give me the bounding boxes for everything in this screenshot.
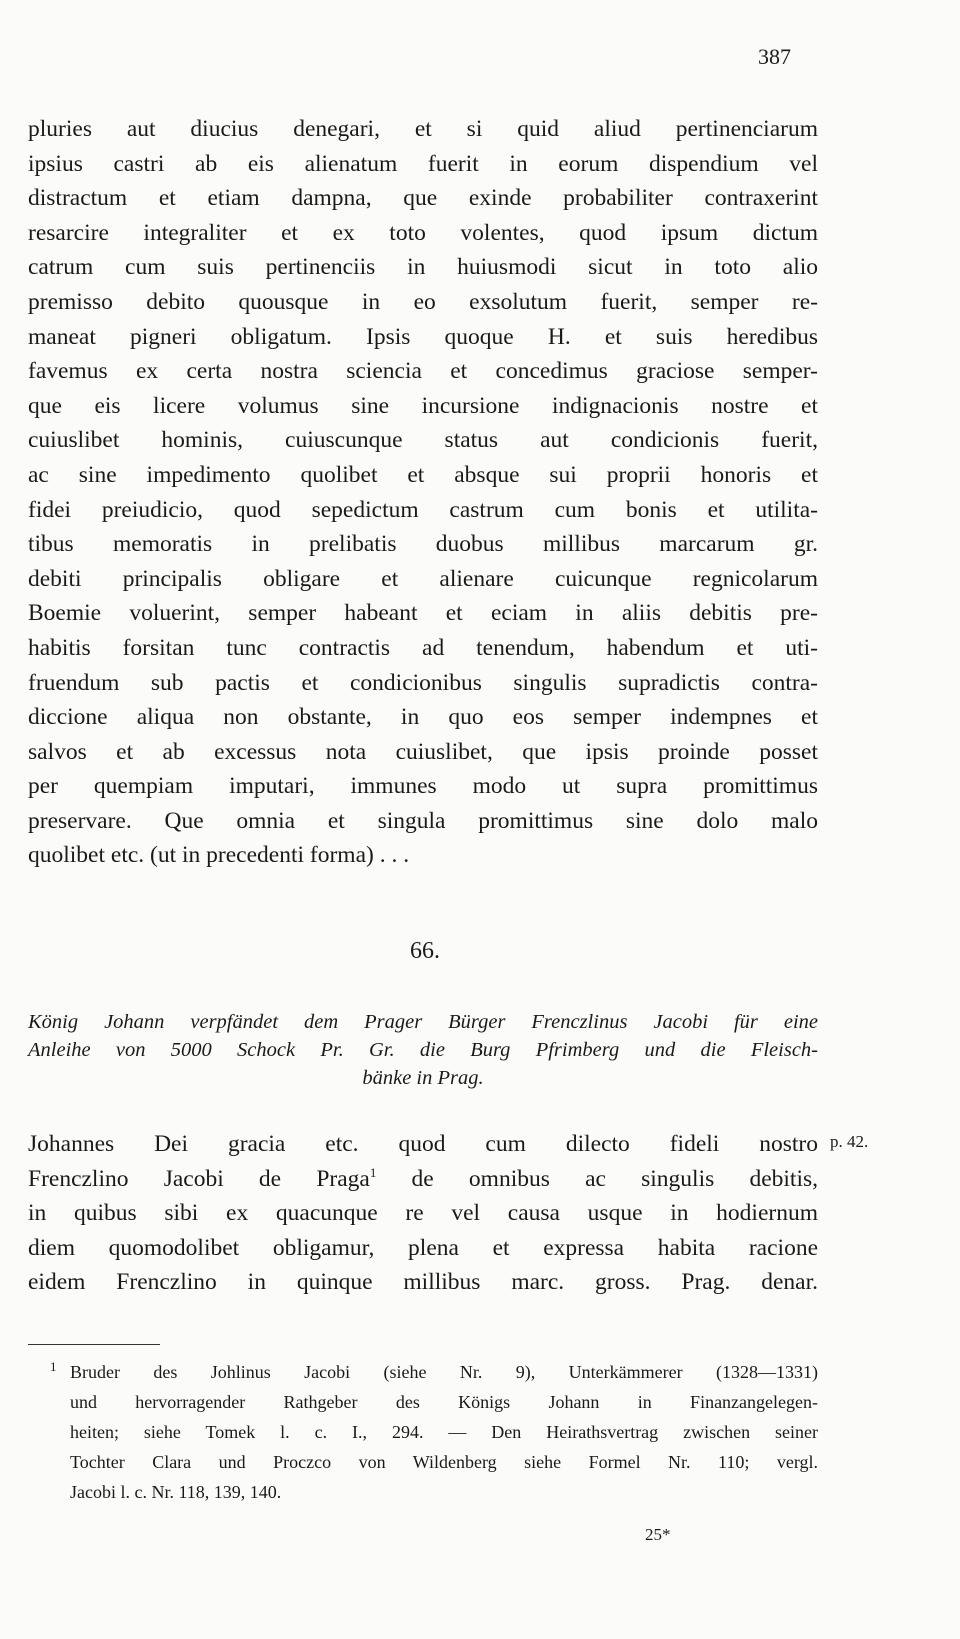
body-line: fruendum sub pactis et condicionibus singulis supradictis contra- xyxy=(28,669,818,696)
body-line: premisso debito quousque in eo exsolutum fuerit, semper re- xyxy=(28,288,818,315)
document-line-start: Frenczlino Jacobi de Praga xyxy=(28,1165,370,1192)
document-line xyxy=(28,1162,818,1197)
footnote-reference: 1 xyxy=(369,1164,377,1180)
body-line: favemus ex certa nostra sciencia et concedimus graciose semper- xyxy=(28,358,818,385)
body-line: habitis forsitan tunc contractis ad tenendum, habendum et uti- xyxy=(28,634,818,661)
summary-line: Anleihe von 5000 Schock Pr. Gr. die Burg Pfrimberg und die Fleisch- xyxy=(28,1039,818,1061)
body-line: cuiuslibet hominis, cuiuscunque status aut condicionis fuerit, xyxy=(28,427,818,454)
body-line: que eis licere volumus sine incursione indignacionis nostre et xyxy=(28,392,818,419)
body-line: diccione aliqua non obstante, in quo eos semper indempnes et xyxy=(28,704,818,731)
footnote-line: heiten; siehe Tomek l. c. I., 294. — Den Heirathsvertrag zwischen seiner xyxy=(70,1422,818,1442)
document-line: in quibus sibi ex quacunque re vel causa usque in hodiernum xyxy=(28,1200,818,1227)
body-line: distractum et etiam dampna, que exinde probabiliter contraxerint xyxy=(28,185,818,212)
body-line: quolibet etc. (ut in precedenti forma) . . . xyxy=(28,842,410,869)
body-line: Boemie voluerint, semper habeant et eciam in aliis debitis pre- xyxy=(28,600,818,627)
body-line: fidei preiudicio, quod sepedictum castrum cum bonis et utilita- xyxy=(28,496,818,523)
footnote-line: Jacobi l. c. Nr. 118, 139, 140. xyxy=(70,1482,282,1502)
summary-line: bänke in Prag. xyxy=(362,1067,484,1089)
document-line-rest: de omnibus ac singulis debitis, xyxy=(376,1165,818,1192)
body-line: debiti principalis obligare et alienare cuicunque regnicolarum xyxy=(28,565,818,592)
document-line: Johannes Dei gracia etc. quod cum dilecto fideli nostro xyxy=(28,1131,818,1157)
body-text xyxy=(28,112,818,873)
footnote-line: und hervorragender Rathgeber des Königs Johann in Finanzangelegen- xyxy=(70,1392,818,1412)
margin-reference: p. 42. xyxy=(830,1132,869,1151)
summary-line: König Johann verpfändet dem Prager Bürger Frenczlinus Jacobi für eine xyxy=(28,1011,818,1033)
body-line: pluries aut diucius denegari, et si quid aliud pertinenciarum xyxy=(28,116,818,142)
footnote-line: Tochter Clara und Proczco von Wildenberg siehe Formel Nr. 110; vergl. xyxy=(70,1452,818,1472)
body-line: resarcire integraliter et ex toto volentes, quod ipsum dictum xyxy=(28,219,818,246)
body-line: tibus memoratis in prelibatis duobus millibus marcarum gr. xyxy=(28,531,818,558)
footnote-line: $^1$ Bruder des Johlinus Jacobi (siehe Nr. 9), Unterkämmerer (1328—1331) xyxy=(50,1359,818,1382)
document-summary xyxy=(28,1008,818,1092)
footnote-text: Bruder des Johlinus Jacobi (siehe Nr. 9), Unterkämmerer (1328—1331) xyxy=(70,1362,818,1382)
body-line: ac sine impedimento quolibet et absque sui proprii honoris et xyxy=(28,461,818,488)
body-line: ipsius castri ab eis alienatum fuerit in eorum dispendium vel xyxy=(28,150,818,177)
body-line: maneat pigneri obligatum. Ipsis quoque H. et suis heredibus xyxy=(28,323,818,350)
document-line: diem quomodolibet obligamur, plena et expressa habita racione xyxy=(28,1234,818,1261)
document-line: eidem Frenczlino in quinque millibus marc. gross. Prag. denar. xyxy=(28,1269,818,1296)
document-text xyxy=(28,1127,818,1300)
document-number: 66. xyxy=(410,938,440,964)
body-line: preservare. Que omnia et singula promittimus sine dolo malo xyxy=(28,807,818,834)
body-line: salvos et ab excessus nota cuiuslibet, que ipsis proinde posset xyxy=(28,738,818,765)
page-number: 387 xyxy=(758,44,791,69)
body-line: per quempiam imputari, immunes modo ut supra promittimus xyxy=(28,773,818,800)
body-line: catrum cum suis pertinenciis in huiusmodi sicut in toto alio xyxy=(28,254,818,281)
sheet-signature: 25* xyxy=(645,1525,671,1544)
footnotes xyxy=(50,1357,818,1507)
footnote-divider xyxy=(28,1344,160,1345)
